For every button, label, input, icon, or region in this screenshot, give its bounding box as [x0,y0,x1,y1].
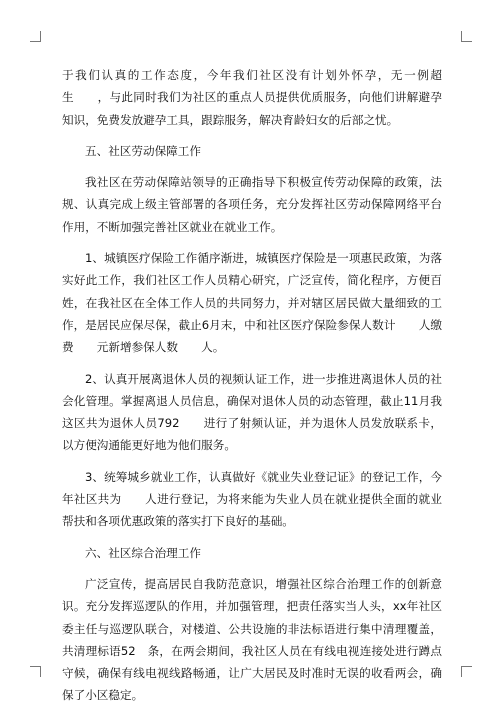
paragraph-family-planning-continued: 于我们认真的工作态度，今年我们社区没有计划外怀孕，无一例超生 ，与此同时我们为社区的重点人员提供优质服务，向他们讲解避孕知识，免费发放避孕工具，跟踪服务，解决育龄妇女的后部之忧。 [62,68,442,127]
section-heading-labor-security: 五、社区劳动保障工作 [85,143,201,158]
paragraph-retiree-verification: 2、认真开展离退休人员的视频认证工作，进一步推进离退休人员的社会化管理。掌握离退人员信息，确保对退休人员的动态管理，截止11月我这区共为退休人员792 进行了射频认证，并为退休人员发放联系卡，以方便沟通能更好地为他们服务。 [62,371,442,453]
corner-crop-mark-bottom-right [461,666,472,677]
corner-crop-mark-bottom-left [30,666,41,677]
paragraph-labor-security-intro: 我社区在劳动保障站领导的正确指导下积极宣传劳动保障的政策，法规、认真完成上级主管部署的各项任务，充分发挥社区劳动保障网络平台作用，不断加强完善社区就业在就业工作。 [62,175,442,234]
document-body [62,64,442,716]
paragraph-employment-registration: 3、统筹城乡就业工作，认真做好《就业失业登记证》的登记工作，今年社区共为 人进行登记，为将来能为失业人员在就业提供全面的就业帮扶和各项优惠政策的落实打下良好的基础。 [62,469,442,529]
corner-crop-mark-top-left [30,31,41,42]
section-heading-comprehensive-governance: 六、社区综合治理工作 [85,545,201,560]
paragraph-medical-insurance: 1、城镇医疗保险工作循序渐进，城镇医疗保险是一项惠民政策，为落实好此工作，我们社区工作人员精心研究，广泛宣传，简化程序，方便百姓，在我社区在全体工作人员的共同努力，并对辖区居民做大量细致的工作，是居民应保尽保，截止6月末，中和社区医疗保险参保人数计 人缴费 元新增参保人数 人。 [62,251,442,355]
corner-crop-mark-top-right [461,31,472,42]
paragraph-governance-details: 广泛宣传，提高居民自我防范意识，增强社区综合治理工作的创新意识。充分发挥巡逻队的作用，并加强管理，把责任落实当人头，xx年社区委主任与巡逻队联合，对楼道、公共设施的非法标语进行集中清理覆盖，共清理标语52 条，在两会期间，我社区人员在有线电视连接处进行蹲点守候，确保有线电视线路畅通，让广大居民及时准时无误的收看两会，确保了小区稳定。 [62,576,442,703]
